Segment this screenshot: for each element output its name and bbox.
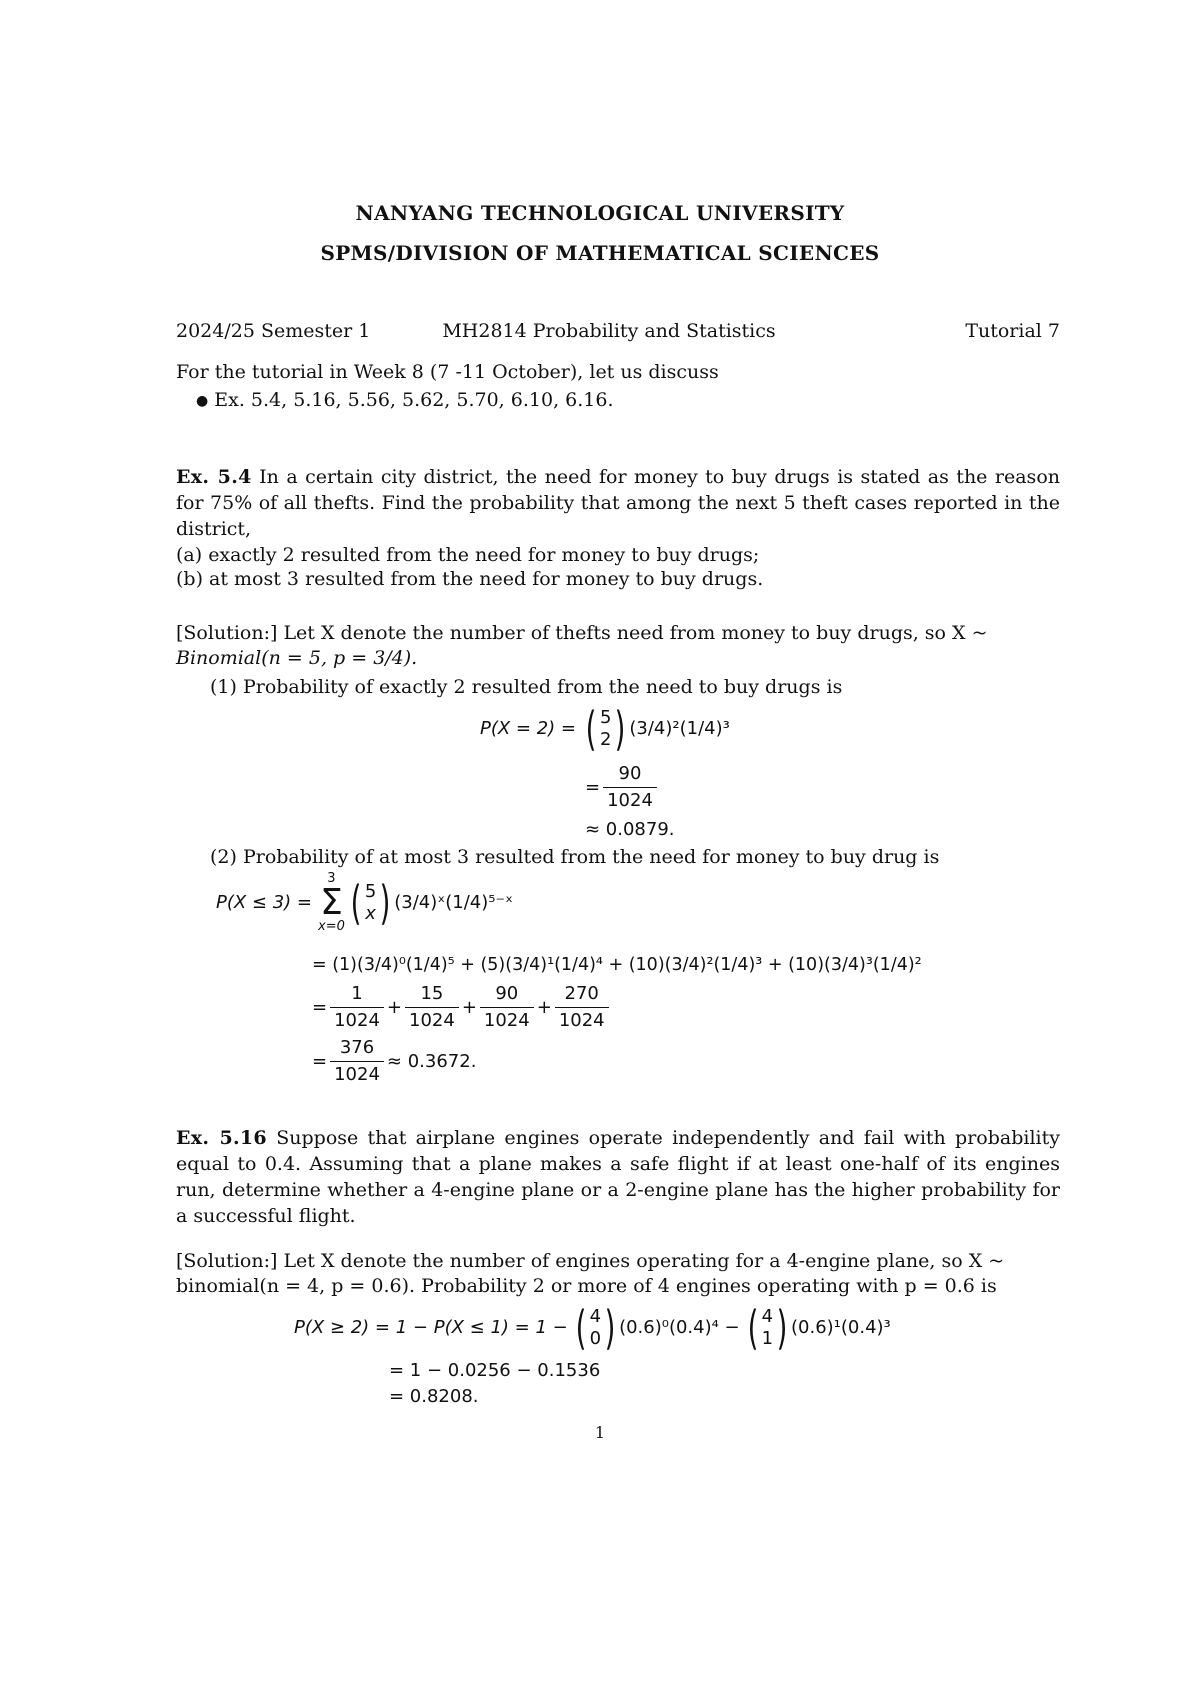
- division-title: SPMS/DIVISION OF MATHEMATICAL SCIENCES: [320, 241, 880, 265]
- eq1-rhs: (3/4)²(1/4)³: [629, 718, 730, 739]
- eq1-fraction: $\frac{90}{1024}$: [603, 762, 657, 813]
- tutorial-label: Tutorial 7: [965, 320, 1060, 342]
- eq2-final-approx: ≈ 0.3672.: [386, 1050, 477, 1072]
- eq2-line2: = (1)(3/4)⁰(1/4)⁵ + (5)(3/4)¹(1/4)⁴ + (10)(3/4)²(1/4)³ + (10)(3/4)³(1/4)²: [312, 955, 922, 975]
- ex54-step2: (2) Probability of at most 3 resulted from the need for money to buy drug is: [210, 846, 940, 868]
- ex516-eq-term2: (0.6)¹(0.4)³: [791, 1317, 891, 1338]
- ex516-eq-line2: = 1 − 0.0256 − 0.1536: [389, 1360, 601, 1381]
- ex516-label: Ex. 5.16: [176, 1127, 267, 1149]
- ex54-solution-intro: [176, 620, 1060, 646]
- binom-4-0: ( 4 0 ): [575, 1301, 616, 1355]
- eq1-approx: ≈ 0.0879.: [585, 819, 675, 840]
- exercise-list: Ex. 5.4, 5.16, 5.56, 5.62, 5.70, 6.10, 6.16.: [214, 389, 614, 411]
- eq2-rhs: (3/4)ˣ(1/4)⁵⁻ˣ: [394, 892, 513, 913]
- eq1-line2: = $\frac{90}{1024}$: [585, 762, 660, 813]
- binom-5-2: ( 5 2 ): [585, 702, 626, 756]
- solution-tag: [Solution:]: [176, 1250, 278, 1272]
- ex516-eq-lhs: P(X ≥ 2) = 1 − P(X ≤ 1) = 1 −: [294, 1317, 568, 1338]
- page-number: 1: [594, 1423, 606, 1442]
- intro-bullet: [196, 387, 614, 414]
- eq2-line4: = $\frac{376}{1024}$ ≈ 0.3672.: [312, 1037, 477, 1085]
- eq2-term-3: $\frac{90}{1024}$: [480, 982, 534, 1033]
- ex54-step1: (1) Probability of exactly 2 resulted from the need to buy drugs is: [210, 676, 843, 698]
- ex516-solution-line2: binomial(n = 4, p = 0.6). Probability 2 or more of 4 engines operating with p = 0.6 is: [176, 1275, 997, 1297]
- eq1-line1: [480, 702, 730, 756]
- semester-label: 2024/25 Semester 1: [176, 320, 371, 342]
- eq1-lhs: P(X = 2) =: [480, 718, 577, 739]
- ex54-distribution: Binomial(n = 5, p = 3/4).: [176, 647, 418, 669]
- eq2-line1: [216, 872, 513, 934]
- ex54-part-a: (a) exactly 2 resulted from the need for money to buy drugs;: [176, 544, 760, 566]
- sum-symbol: 3 Σ x=0: [318, 871, 345, 934]
- eq2-lhs: P(X ≤ 3) =: [216, 892, 313, 913]
- ex516-text: Suppose that airplane engines operate independently and fail with probability equal to 0.4. Assuming that a plane makes a safe flight if at least one-half of its engines run, determine whether a 4-engine plane or a 2-engine plane has the higher probability for a successful flight.: [176, 1127, 1060, 1227]
- eq2-term-1: $\frac{1}{1024}$: [330, 982, 384, 1033]
- ex516-solution-intro: [176, 1248, 1060, 1274]
- ex54-part-b: (b) at most 3 resulted from the need for money to buy drugs.: [176, 568, 764, 590]
- eq2-final-fraction: $\frac{376}{1024}$: [330, 1036, 384, 1087]
- bullet-icon: ●: [196, 393, 209, 409]
- binom-5-x: ( 5 x ): [350, 876, 391, 930]
- binom-4-1: ( 4 1 ): [747, 1301, 788, 1355]
- eq2-term-4: $\frac{270}{1024}$: [555, 982, 609, 1033]
- ex54-text: In a certain city district, the need for money to buy drugs is stated as the reason for 75% of all thefts. Find the probability that among the next 5 theft cases reported in the district,: [176, 466, 1060, 540]
- solution-tag: [Solution:]: [176, 622, 278, 644]
- solution-text: Let X denote the number of engines operating for a 4-engine plane, so X ~: [283, 1250, 1005, 1272]
- ex54-label: Ex. 5.4: [176, 466, 252, 488]
- eq2-line3: = $\frac{1}{1024}$ + $\frac{15}{1024}$ + $\frac{90}{1024}$ + $\frac{270}{1024}$: [312, 982, 612, 1033]
- intro-line: For the tutorial in Week 8 (7 -11 October), let us discuss: [176, 361, 719, 383]
- ex54-statement: [176, 464, 1060, 542]
- solution-text: Let X denote the number of thefts need from money to buy drugs, so X ~: [283, 622, 988, 644]
- ex516-eq-term1: (0.6)⁰(0.4)⁴ −: [619, 1317, 740, 1338]
- ex516-eq-line1: [294, 1301, 891, 1355]
- university-title: NANYANG TECHNOLOGICAL UNIVERSITY: [355, 201, 845, 225]
- eq2-term-2: $\frac{15}{1024}$: [405, 982, 459, 1033]
- ex516-statement: [176, 1125, 1060, 1229]
- ex516-eq-line3: = 0.8208.: [389, 1386, 479, 1407]
- course-label: MH2814 Probability and Statistics: [442, 320, 776, 342]
